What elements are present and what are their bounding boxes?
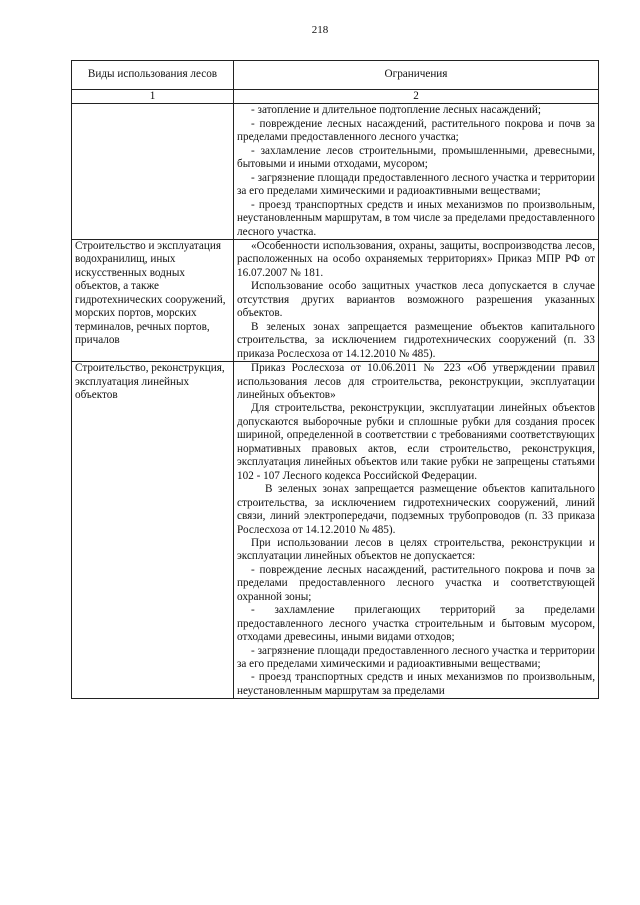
restriction-paragraph: Для строительства, реконструкции, эксплуатации линейных объектов допускаются выборочные рубки и сплошные рубки для создания просек шириной, определенной в соответствии с требованиями соответствующих нормативных правовых актов, если строительство, реконструкция, эксплуатация линейных объектов или такие рубки не запрещены статьями 102 - 107 Лесного кодекса Российской Федерации.: [237, 402, 595, 482]
restriction-paragraph: - повреждение лесных насаждений, растительного покрова и почв за пределами предоставленного лесного участка и соответствующей охранной зоны;: [237, 563, 595, 603]
restriction-paragraph: Приказ Рослесхоза от 10.06.2011 № 223 «Об утверждении правил использования лесов для строительства, реконструкции, эксплуатации линейных объектов»: [237, 362, 595, 401]
restriction-paragraph: - загрязнение площади предоставленного лесного участка и территории за его пределами химическими и радиоактивными веществами;: [237, 171, 595, 198]
header-row: [72, 61, 599, 90]
activity-cell: [72, 104, 234, 240]
restriction-paragraph: В зеленых зонах запрещается размещение объектов капитального строительства, за исключением гидротехнических сооружений, линий связи, линий электропередачи, подземных трубопроводов (п. 33 приказа Рослесхоза от 14.12.2010 № 485).: [237, 483, 595, 536]
header-forest-use-types: Виды использования лесов: [72, 61, 234, 90]
restriction-paragraph: - повреждение лесных насаждений, растительного покрова и почв за пределами предоставленного лесного участка;: [237, 117, 595, 144]
restriction-paragraph: Использование особо защитных участков леса допускается в случае отсутствия других вариантов возможного разрешения указанных объектов.: [237, 280, 595, 320]
activity-cell: Строительство и эксплуатация водохранилищ, иных искусственных водных объектов, а также гидротехнических сооружений, морских портов, морских терминалов, речных портов, причалов: [72, 239, 234, 361]
restriction-paragraph: При использовании лесов в целях строительства, реконструкции и эксплуатации линейных объектов не допускается:: [237, 536, 595, 563]
restriction-paragraph: В зеленых зонах запрещается размещение объектов капитального строительства, за исключением гидротехнических сооружений (п. 33 приказа Рослесхоза от 14.12.2010 № 485).: [237, 320, 595, 360]
table-row: [72, 362, 599, 699]
column-number-2: 2: [234, 90, 599, 104]
header-restrictions: Ограничения: [234, 61, 599, 90]
table-row: [72, 239, 599, 361]
restriction-paragraph: «Особенности использования, охраны, защиты, воспроизводства лесов, расположенных на особо охраняемых территориях» Приказ МПР РФ от 16.07.2007 № 181.: [237, 239, 595, 279]
restrictions-cell: [234, 239, 599, 361]
restrictions-table: [71, 60, 599, 699]
restriction-paragraph: - загрязнение площади предоставленного лесного участка и территории за его пределами химическими и радиоактивными веществами;: [237, 644, 595, 671]
restrictions-cell: [234, 362, 599, 699]
restriction-paragraph: - проезд транспортных средств и иных механизмов по произвольным, неустановленным маршрутам за пределами: [237, 671, 595, 697]
page-number: 218: [311, 24, 329, 36]
restriction-paragraph: - проезд транспортных средств и иных механизмов по произвольным, неустановленным маршрутам, в том числе за пределами предоставленного лесного участка.: [237, 198, 595, 238]
table-row: [72, 104, 599, 240]
activity-cell: Строительство, реконструкция, эксплуатация линейных объектов: [72, 362, 234, 699]
column-number-row: [72, 90, 599, 104]
column-number-1: 1: [72, 90, 234, 104]
restriction-paragraph: - затопление и длительное подтопление лесных насаждений;: [251, 104, 542, 117]
restriction-paragraph: - захламление прилегающих территорий за пределами предоставленного лесного участка строительным и бытовым мусором, отходами древесины, иными видами отходов;: [237, 604, 595, 644]
restrictions-cell: [234, 104, 599, 240]
restriction-paragraph: - захламление лесов строительными, промышленными, древесными, бытовыми и иными отходами, мусором;: [237, 144, 595, 171]
